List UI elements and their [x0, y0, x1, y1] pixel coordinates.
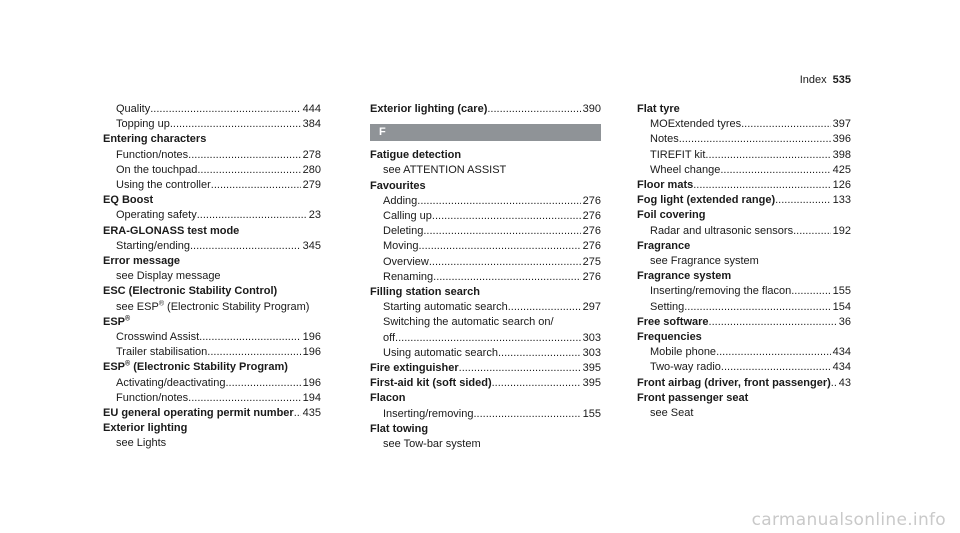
page-header — [0, 74, 851, 86]
index-subentry — [103, 178, 321, 193]
entry-text — [103, 284, 277, 299]
entry-text — [116, 330, 199, 345]
page-reference: 384 — [302, 118, 321, 131]
entry-label: ERA-GLONASS test mode — [103, 224, 240, 237]
page-reference: 279 — [302, 179, 321, 192]
leader-dots — [433, 270, 581, 285]
entry-label: Function/notes — [116, 148, 189, 161]
leader-dots — [487, 102, 580, 117]
entry-label: TIREFIT kit — [650, 148, 706, 161]
index-subentry — [370, 331, 601, 346]
index-subentry — [103, 391, 321, 406]
entry-label: Calling up — [383, 210, 432, 223]
entry-text — [637, 376, 831, 391]
page-reference: 155 — [832, 285, 851, 298]
entry-text — [383, 331, 395, 346]
index-heading — [103, 193, 321, 208]
index-subentry — [370, 346, 601, 361]
entry-text — [650, 284, 791, 299]
entry-label: Using automatic search — [383, 346, 498, 359]
entry-text — [637, 239, 690, 254]
page-reference: 36 — [838, 315, 851, 328]
entry-text — [650, 345, 716, 360]
entry-label: Wheel change — [650, 163, 721, 176]
entry-label: Exterior lighting — [103, 422, 188, 435]
index-heading — [637, 102, 851, 117]
index-subentry — [637, 148, 851, 163]
index-subentry — [370, 407, 601, 422]
entry-label: Notes — [650, 133, 679, 146]
entry-text — [637, 315, 709, 330]
page-reference: 196 — [302, 331, 321, 344]
leader-dots — [199, 330, 301, 345]
entry-text — [637, 330, 702, 345]
entry-label: Inserting/removing — [383, 407, 474, 420]
entry-label: see Tow-bar system — [383, 438, 481, 451]
entry-text — [650, 406, 693, 421]
entry-label: Fog light (extended range) — [637, 194, 776, 207]
entry-label: ESP — [103, 315, 126, 328]
page-reference: 276 — [582, 240, 601, 253]
leader-dots — [775, 193, 831, 208]
index-subentry — [103, 345, 321, 360]
index-subentry — [370, 270, 601, 285]
entry-label: see Fragrance system — [650, 255, 759, 268]
index-heading — [370, 361, 601, 376]
header-section: Index — [799, 74, 827, 86]
entry-text — [116, 239, 190, 254]
leader-dots — [188, 391, 300, 406]
entry-text — [383, 437, 481, 452]
entry-text — [383, 224, 423, 239]
entry-label: MOExtended tyres — [650, 118, 742, 131]
entry-label: Two-way radio — [650, 361, 721, 374]
index-subentry — [103, 330, 321, 345]
entry-label: EQ Boost — [103, 194, 154, 207]
index-subentry — [103, 376, 321, 391]
index-heading — [103, 406, 321, 421]
entry-label: ESC (Electronic Stability Control) — [103, 285, 278, 298]
index-subentry — [103, 117, 321, 132]
entry-text — [116, 345, 207, 360]
entry-text — [383, 270, 433, 285]
entry-text — [103, 193, 153, 208]
index-heading — [637, 330, 851, 345]
entry-text — [370, 391, 405, 406]
entry-text — [383, 300, 508, 315]
entry-label: Filling station search — [370, 286, 481, 299]
entry-label: Front airbag (driver, front passenger) — [637, 376, 831, 389]
registered-mark: ® — [125, 360, 131, 368]
entry-text — [650, 254, 759, 269]
page-reference: 276 — [582, 225, 601, 238]
entry-text — [103, 254, 180, 269]
entry-text — [383, 239, 418, 254]
registered-mark: ® — [125, 315, 131, 323]
index-subentry — [370, 209, 601, 224]
entry-label: Adding — [383, 194, 418, 207]
page-reference: 196 — [302, 376, 321, 389]
leader-dots — [188, 148, 300, 163]
entry-text — [383, 194, 417, 209]
entry-label: Overview — [383, 255, 429, 268]
leader-dots — [197, 163, 300, 178]
index-heading — [637, 391, 851, 406]
entry-text — [383, 163, 506, 178]
watermark: carmanualsonline.info — [751, 510, 946, 530]
entry-label: Radar and ultrasonic sensors — [650, 224, 794, 237]
entry-text — [116, 376, 225, 391]
entry-label: see Seat — [650, 407, 694, 420]
entry-text — [383, 315, 554, 330]
entry-text — [116, 208, 197, 223]
index-heading — [103, 360, 321, 375]
page-reference: 398 — [832, 148, 851, 161]
entry-text — [370, 179, 426, 194]
page-reference: 397 — [832, 118, 851, 131]
entry-label: Trailer stabilisation — [116, 346, 208, 359]
page-reference: 297 — [582, 301, 601, 314]
index-heading — [637, 315, 851, 330]
entry-text — [637, 391, 748, 406]
entry-text — [103, 132, 206, 147]
entry-text — [383, 407, 474, 422]
entry-label: ESP — [103, 361, 126, 374]
index-heading — [637, 239, 851, 254]
entry-text — [637, 178, 693, 193]
entry-label: Fatigue detection — [370, 149, 462, 162]
page-reference: 303 — [582, 346, 601, 359]
entry-text — [383, 255, 429, 270]
entry-text — [370, 285, 480, 300]
leader-dots — [793, 224, 831, 239]
entry-text — [650, 117, 741, 132]
leader-dots — [720, 163, 830, 178]
page-reference: 43 — [838, 376, 851, 389]
index-subentry — [103, 102, 321, 117]
page-reference: 280 — [302, 163, 321, 176]
entry-label: see Lights — [116, 437, 167, 450]
page-reference: 192 — [832, 224, 851, 237]
page-reference: 276 — [582, 210, 601, 223]
page-reference: 345 — [302, 239, 321, 252]
page-reference: 395 — [582, 377, 601, 390]
page-reference: 303 — [582, 331, 601, 344]
index-column-3 — [637, 102, 851, 421]
index-subentry — [637, 345, 851, 360]
leader-dots — [705, 148, 830, 163]
index-heading — [103, 421, 321, 436]
entry-label: Using the controller — [116, 179, 211, 192]
entry-label: Entering characters — [103, 133, 207, 146]
entry-text — [103, 224, 239, 239]
entry-text — [650, 132, 679, 147]
leader-dots — [741, 117, 831, 132]
section-letter-header: F — [370, 124, 601, 141]
entry-label: Renaming — [383, 270, 434, 283]
index-subentry — [370, 300, 601, 315]
index-subentry — [103, 208, 321, 223]
leader-dots — [418, 239, 580, 254]
index-subentry — [637, 406, 851, 421]
entry-text — [103, 406, 294, 421]
leader-dots — [693, 178, 830, 193]
leader-dots — [508, 300, 581, 315]
page-reference: 194 — [302, 391, 321, 404]
entry-text — [650, 360, 721, 375]
page-reference: 23 — [308, 209, 321, 222]
entry-text — [116, 391, 188, 406]
page-reference: 434 — [832, 346, 851, 359]
index-subentry — [370, 224, 601, 239]
index-heading — [103, 315, 321, 330]
index-subentry — [370, 163, 601, 178]
entry-label: Flat tyre — [637, 103, 680, 115]
entry-label-suffix: (Electronic Stability Program) — [163, 300, 310, 313]
page-reference: 276 — [582, 194, 601, 207]
leader-dots — [432, 209, 581, 224]
entry-label-suffix: (Electronic Stability Program) — [130, 361, 288, 374]
page-reference: 278 — [302, 148, 321, 161]
entry-text — [637, 102, 680, 117]
entry-text — [370, 422, 428, 437]
index-heading — [370, 391, 601, 406]
index-subentry — [637, 360, 851, 375]
page-reference: 395 — [582, 362, 601, 375]
entry-label: Fire extinguisher — [370, 362, 459, 375]
entry-text — [637, 193, 775, 208]
entry-label: Flacon — [370, 392, 406, 405]
page-reference: 126 — [832, 179, 851, 192]
entry-label: Mobile phone — [650, 346, 717, 359]
entry-label: Fragrance system — [637, 270, 732, 283]
page-reference: 196 — [302, 346, 321, 359]
entry-label: EU general operating permit number — [103, 407, 294, 420]
entry-text — [650, 163, 720, 178]
index-heading — [637, 193, 851, 208]
index-heading — [370, 285, 601, 300]
entry-text — [116, 300, 309, 315]
index-subentry — [637, 224, 851, 239]
page-reference: 154 — [832, 300, 851, 313]
index-subentry — [637, 254, 851, 269]
entry-label: Favourites — [370, 179, 426, 192]
index-subentry — [637, 300, 851, 315]
entry-label: First-aid kit (soft sided) — [370, 377, 492, 390]
index-heading — [370, 422, 601, 437]
index-heading — [637, 269, 851, 284]
entry-label: Foil covering — [637, 209, 706, 222]
index-subentry — [637, 163, 851, 178]
index-heading — [370, 179, 601, 194]
entry-text — [103, 360, 288, 375]
entry-text — [370, 376, 492, 391]
index-heading — [370, 148, 601, 163]
leader-dots — [211, 178, 301, 193]
entry-text — [370, 102, 487, 117]
entry-label: Moving — [383, 240, 419, 253]
entry-label: see ESP — [116, 300, 159, 313]
index-heading — [370, 376, 601, 391]
leader-dots — [429, 255, 581, 270]
entry-text — [383, 346, 498, 361]
leader-dots — [225, 376, 300, 391]
entry-label: see Display message — [116, 270, 221, 283]
index-heading — [370, 102, 601, 117]
index-subentry — [103, 300, 321, 315]
entry-text — [116, 148, 188, 163]
index-column-2 — [370, 102, 601, 452]
leader-dots — [190, 239, 301, 254]
index-subentry — [103, 148, 321, 163]
entry-text — [637, 208, 705, 223]
index-heading — [103, 224, 321, 239]
entry-text — [103, 421, 187, 436]
index-subentry — [103, 239, 321, 254]
registered-mark: ® — [158, 299, 164, 307]
index-heading — [637, 178, 851, 193]
page-reference: 276 — [582, 270, 601, 283]
index-column-1 — [103, 102, 321, 452]
index-subentry — [637, 132, 851, 147]
entry-label: Operating safety — [116, 209, 197, 222]
leader-dots — [197, 208, 307, 223]
entry-text — [103, 315, 130, 330]
index-subentry — [637, 284, 851, 299]
index-heading — [103, 284, 321, 299]
entry-label: Frequencies — [637, 331, 702, 344]
entry-label: Exterior lighting (care) — [370, 103, 488, 115]
entry-text — [370, 361, 459, 376]
entry-label: Flat towing — [370, 422, 429, 435]
entry-text — [637, 269, 731, 284]
entry-label: Free software — [637, 315, 709, 328]
leader-dots — [150, 102, 300, 117]
entry-label: Floor mats — [637, 179, 694, 192]
leader-dots — [716, 345, 831, 360]
page-reference: 390 — [582, 103, 601, 115]
entry-label: Starting automatic search — [383, 301, 508, 314]
leader-dots — [395, 331, 581, 346]
leader-dots — [170, 117, 301, 132]
entry-label: On the touchpad — [116, 163, 198, 176]
index-subentry — [370, 437, 601, 452]
entry-label: Setting — [650, 300, 685, 313]
index-heading — [637, 208, 851, 223]
page-reference: 444 — [302, 103, 321, 115]
entry-label: Error message — [103, 255, 181, 268]
entry-label: Quality — [116, 103, 151, 115]
index-subentry — [370, 255, 601, 270]
entry-label: Front passenger seat — [637, 391, 749, 404]
entry-text — [116, 436, 166, 451]
leader-dots — [679, 132, 831, 147]
header-page-number: 535 — [832, 74, 851, 86]
entry-label: Inserting/removing the flacon — [650, 285, 792, 298]
index-heading — [103, 254, 321, 269]
entry-label: Topping up — [116, 118, 170, 131]
index-heading — [637, 376, 851, 391]
entry-label: Starting/ending — [116, 239, 190, 252]
entry-text — [116, 102, 150, 117]
leader-dots — [709, 315, 837, 330]
leader-dots — [721, 360, 831, 375]
entry-label: Fragrance — [637, 239, 691, 252]
index-subentry — [103, 163, 321, 178]
leader-dots — [492, 376, 581, 391]
leader-dots — [498, 346, 581, 361]
leader-dots — [423, 224, 580, 239]
leader-dots — [417, 194, 580, 209]
page-reference: 396 — [832, 133, 851, 146]
index-subentry — [103, 436, 321, 451]
page-reference: 425 — [832, 163, 851, 176]
entry-text — [650, 148, 705, 163]
leader-dots — [207, 345, 300, 360]
index-subentry — [370, 239, 601, 254]
page-reference: 275 — [582, 255, 601, 268]
entry-label: Crosswind Assist — [116, 331, 200, 344]
entry-label: see ATTENTION ASSIST — [383, 164, 507, 177]
entry-label: Switching the automatic search on/ — [383, 316, 554, 329]
leader-dots — [791, 284, 830, 299]
entry-label: Deleting — [383, 225, 424, 238]
entry-text — [116, 117, 170, 132]
entry-label: Function/notes — [116, 391, 189, 404]
entry-text — [650, 224, 793, 239]
entry-text — [370, 148, 461, 163]
index-subentry — [637, 117, 851, 132]
entry-label: off — [383, 331, 396, 344]
entry-text — [650, 300, 684, 315]
page-reference: 434 — [832, 361, 851, 374]
page-reference: 435 — [302, 407, 321, 420]
index-heading — [103, 132, 321, 147]
index-subentry — [370, 194, 601, 209]
leader-dots — [294, 406, 301, 421]
index-subentry — [103, 269, 321, 284]
entry-text — [116, 269, 221, 284]
entry-text — [383, 209, 432, 224]
leader-dots — [474, 407, 581, 422]
page-reference: 133 — [832, 194, 851, 207]
page-reference: 155 — [582, 407, 601, 420]
entry-text — [116, 163, 197, 178]
leader-dots — [459, 361, 581, 376]
index-subentry — [370, 315, 601, 330]
entry-text — [116, 178, 211, 193]
leader-dots — [684, 300, 830, 315]
entry-label: Activating/deactivating — [116, 376, 226, 389]
